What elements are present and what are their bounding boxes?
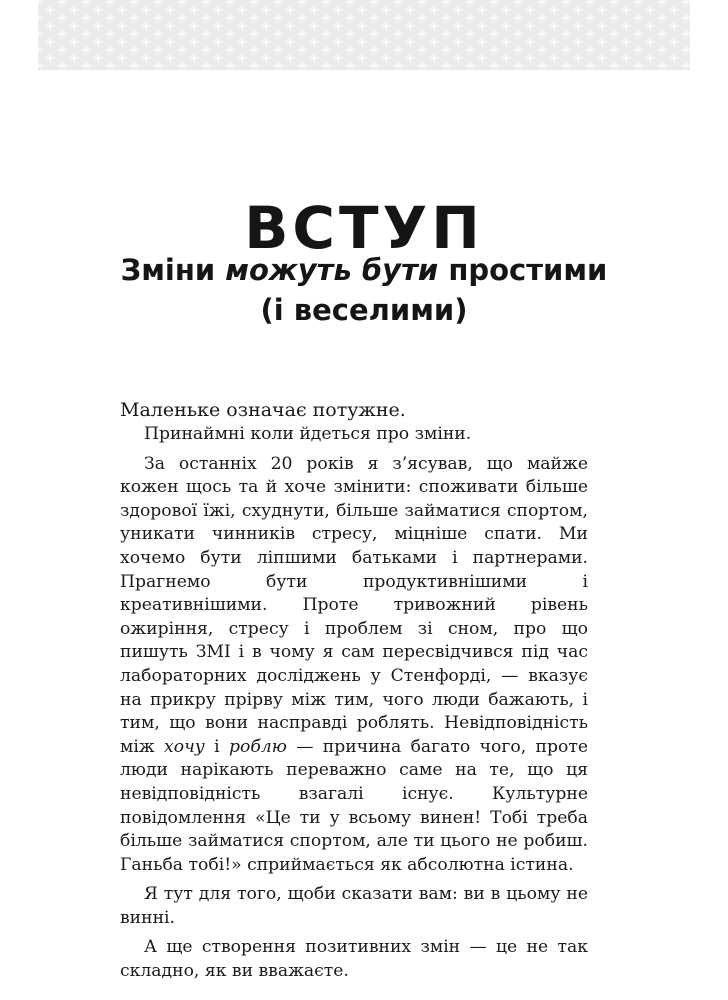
paragraph: Принаймні коли йдеться про зміни. bbox=[144, 424, 472, 444]
chapter-title: ВСТУП bbox=[244, 194, 484, 262]
paragraph-text: і bbox=[204, 736, 229, 757]
paragraph: А ще створення позитивних змін — це не так складно, як ви вважаєте. bbox=[120, 937, 588, 982]
paragraph: Маленьке означає потужне. bbox=[120, 399, 406, 421]
paragraph-text: — причина багато чого, проте люди нарікають переважно саме на те, що ця невідповідність взагалі існує. Культурне повідомлення «Це ти у всьому винен! Тобі треба більше займатися спортом, але ти цього не робиш. Ганьба тобі!» сприймається як абсолютна істина. bbox=[120, 736, 589, 875]
paragraph-text: За останніх 20 років я з’ясував, що майже кожен щось та й хоче змінити: споживати більше здорової їжі, схуднути, більше займатися спортом, уникати чинників стресу, міцніше спати. Ми хочемо бути ліпшими батьками і партнерами. Прагнемо бути продуктивнішими і креативнішими. Проте тривожний рівень ожиріння, стресу і проблем зі сном, про що пишуть ЗМІ і в чому я сам пересвідчився під час лабораторних досліджень у Стенфорді, — вказує на прикру прірву між тим, чого люди бажають, і тим, що вони насправді роблять. Невідповідність між bbox=[120, 453, 588, 757]
paragraph bbox=[120, 453, 588, 878]
plus-pattern-icon bbox=[38, 0, 690, 70]
chapter-subtitle-line2: (і веселими) bbox=[260, 293, 468, 327]
paragraph: Я тут для того, щоби сказати вам: ви в цьому не винні. bbox=[120, 884, 588, 928]
chapter-subtitle bbox=[0, 250, 728, 290]
subtitle-text: Зміни bbox=[120, 253, 226, 287]
subtitle-emphasis: можуть бути bbox=[225, 253, 439, 287]
subtitle-text: простими bbox=[438, 253, 608, 287]
decorative-header-band bbox=[38, 0, 690, 70]
paragraph-emphasis: роблю bbox=[228, 736, 287, 757]
body-text bbox=[120, 398, 588, 984]
paragraph-emphasis: хочу bbox=[164, 736, 205, 757]
